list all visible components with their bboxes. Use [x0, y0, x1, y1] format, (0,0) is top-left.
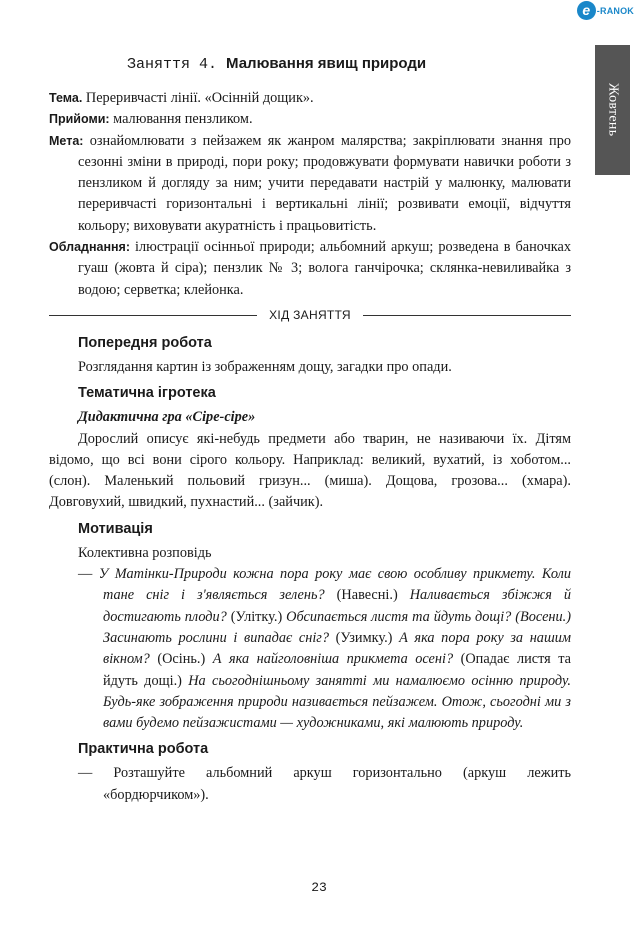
motyvatsiia-speech	[49, 564, 571, 734]
month-side-tab	[595, 45, 630, 175]
logo-mark: e	[577, 1, 596, 20]
divider-line-left	[49, 315, 257, 316]
obladnannia-label: Обладнання:	[49, 240, 131, 255]
page-number: 23	[311, 880, 327, 895]
game-title: Дидактична гра «Сіре-сіре»	[78, 409, 256, 426]
ihroteka-text: Дорослий описує які-небудь предмети або тварин, не називаючи їх. Дітям відомо, що всі вони сірого кольору. Наприклад: великий, вухатий, із хоботом... (слон). Маленький польовий гризун... (миша). Дощова, грозова... (хмара). Довговухий, швидкий, пухнастий... (зайчик).	[49, 430, 571, 511]
speech-a1: (Навесні.)	[324, 587, 410, 604]
logo-text: -RANOK	[596, 5, 634, 16]
praktychna-dash: —	[78, 765, 93, 782]
lesson-title	[127, 55, 426, 73]
poperednia-text: Розглядання картин із зображенням дощу, загадки про опади.	[78, 358, 452, 375]
lesson-number: Заняття 4.	[127, 56, 218, 73]
heading-praktychna: Практична робота	[78, 741, 209, 758]
speech-a4: (Осінь.)	[149, 651, 213, 668]
lesson-content	[49, 88, 571, 806]
obladnannia-text: ілюстрації осінньої природи; альбомний аркуш; розведена в баночках гуаш (жовта й сіра); пензлик № 3; волога ганчірочка; склянка-невиливайка з водою; серветка; клейонка.	[78, 239, 571, 298]
meta-label: Мета:	[49, 133, 84, 148]
heading-ihroteka: Тематична ігротека	[78, 385, 216, 402]
speech-a5: (Опадає листя та йдуть дощі.)	[103, 651, 571, 689]
field-pryjomy	[49, 109, 571, 130]
heading-poperednia: Попередня робота	[78, 334, 212, 351]
speech-dash: —	[78, 566, 93, 583]
lesson-name: Малювання явищ природи	[226, 55, 427, 72]
speech-s2: Наливається збіжжя й достигають плоди?	[103, 587, 571, 625]
field-meta	[49, 131, 571, 237]
heading-motyvatsiia: Мотивація	[78, 520, 153, 537]
speech-s1: У Матінки-Природи кожна пора року має свою особливу прикмету. Коли тане сніг і з'являється зелень?	[98, 566, 572, 604]
speech-a3: (Узимку.)	[329, 629, 400, 646]
speech-s6: На сьогоднішньому занятті ми намалюємо осінню природу. Будь-яке зображення природи називається пейзажем. Отож, сьогодні ми з вами будемо пейзажистами — художниками, які малюють природу.	[103, 672, 571, 732]
speech-s3: Обсипається листя та йдуть дощі? (Восени.) Засинають рослини і випадає сніг?	[103, 608, 571, 646]
tema-label: Тема.	[49, 91, 83, 105]
pryjomy-text: малювання пензликом.	[109, 111, 253, 128]
section-divider	[49, 304, 571, 328]
meta-text: ознайомлювати з пейзажем як жанром малярства; закріплювати знання про сезонні зміни в природі, пори року; продовжувати формувати навички роботи з пензликом й догляду за ним; учити передавати настрій у малюнку, малювати переривчасті горизонтальні і вертикальні лінії; розвивати емоції, відчуття кольору; виховувати акуратність і працьовитість.	[78, 132, 571, 234]
field-obladnannia	[49, 237, 571, 301]
publisher-logo	[577, 1, 634, 20]
speech-a2: (Улітку.)	[226, 608, 287, 625]
field-tema	[49, 88, 571, 109]
month-label: Жовтень	[605, 83, 621, 137]
motyvatsiia-intro: Колективна розповідь	[78, 544, 212, 561]
pryjomy-label: Прийоми:	[49, 112, 110, 127]
divider-line-right	[363, 315, 571, 316]
praktychna-body: Розташуйте альбомний аркуш горизонтально (аркуш лежить «бордюрчиком»).	[92, 765, 571, 803]
praktychna-text	[49, 763, 571, 806]
speech-s5: А яка найголовніша прикмета осені?	[212, 651, 454, 668]
tema-text: Переривчасті лінії. «Осінній дощик».	[82, 90, 314, 106]
divider-label: ХІД ЗАНЯТТЯ	[269, 308, 351, 323]
speech-s4: А яка пора року за нашим вікном?	[103, 629, 572, 668]
